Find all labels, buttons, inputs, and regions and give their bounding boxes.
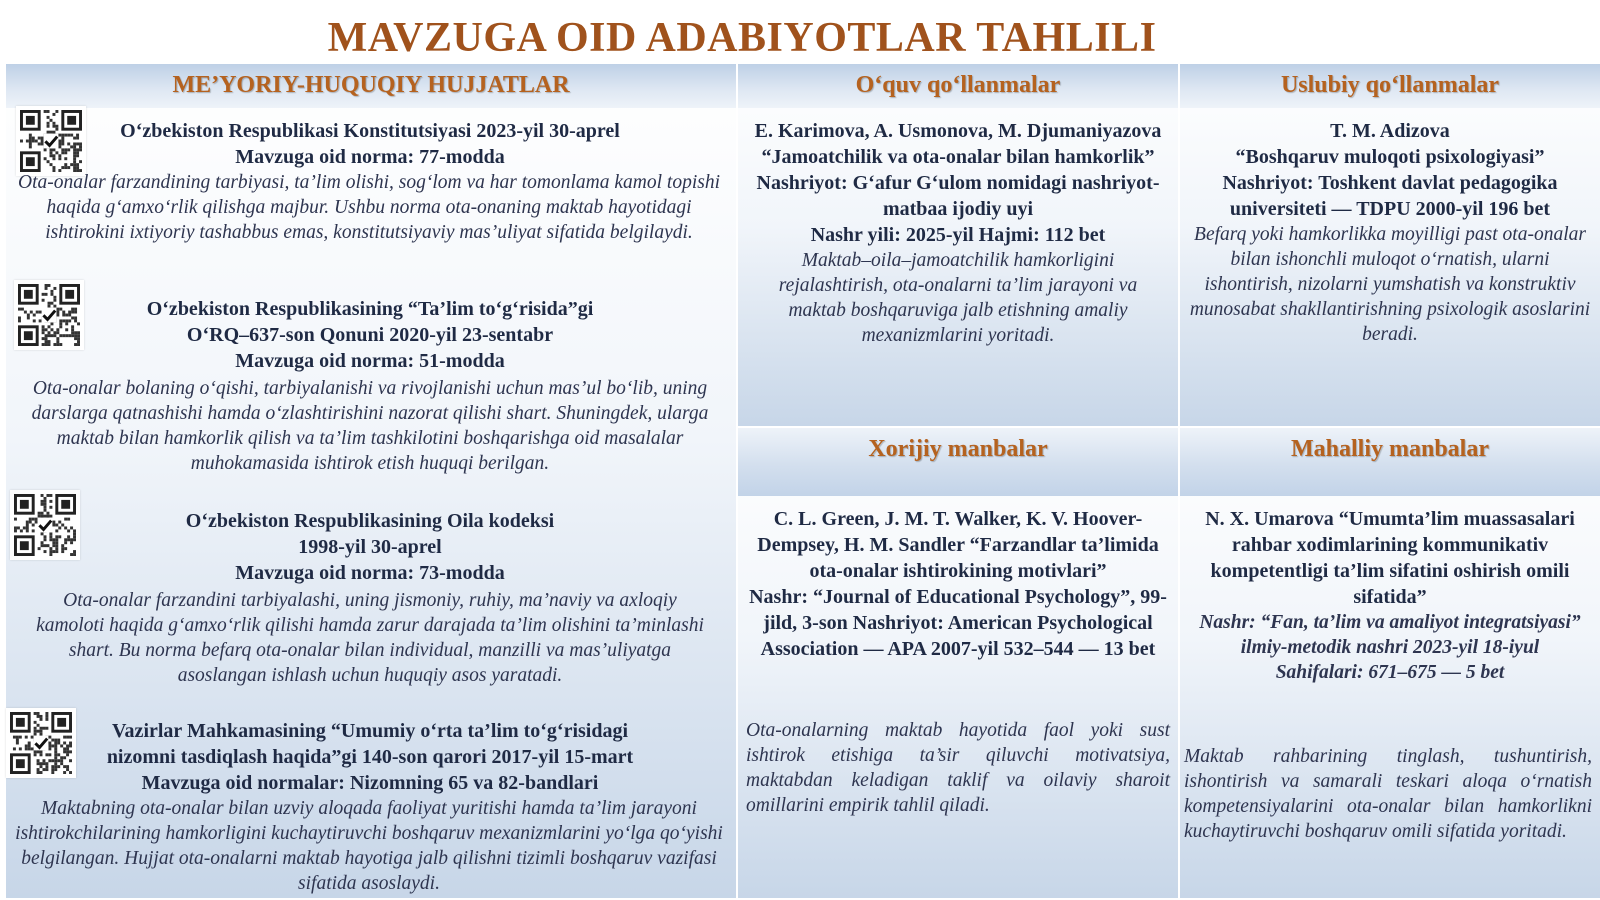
foreign-sources-header-label: Xorijiy manbalar — [868, 436, 1048, 462]
foreign-sources-header — [738, 428, 1178, 496]
legal-document-3 — [100, 508, 640, 586]
method-guide-entry — [1186, 118, 1594, 347]
entry-publication: Nashr: “Journal of Educational Psychology”, 99-jild, 3-son Nashriyot: American Psychological Association — APA 2007-yil 532–544 — 13 bet — [749, 586, 1167, 660]
legal-document-4-description: Maktabning ota-onalar bilan uzviy aloqada faoliyat yuritishi hamda ta’lim jarayoni ishtirokchilarining hamkorligini kuchaytiruvchi boshqaruv mexanizmlarini yo‘lga qo‘yishi belgilangan. Hujjat ota-onalarni maktab hayotiga jalb qilishni tizimli boshqaruv vazifasi sifatida asoslaydi. — [15, 798, 723, 894]
entry-publication: Nashr: “Fan, ta’lim va amaliyot integratsiyasi” ilmiy-metodik nashri 2023-yil 18-iyul — [1199, 612, 1581, 658]
foreign-sources-panel — [738, 428, 1178, 898]
legal-document-3-description: Ota-onalar farzandini tarbiyalashi, uning jismoniy, ruhiy, ma’naviy va axloqiy kamoloti haqida g‘amxo‘rlik qilishi hamda zarur darajada ta’lim olishini ta’minlashi shart. Bu norma befarq ota-onalar bilan individual, manzilli va mas’uliyatga asoslangan ishlash uchun huquqiy asos yaratadi. — [36, 590, 704, 686]
entry-publisher: Nashriyot: G‘afur G‘ulom nomidagi nashriyot-matbaa ijodiy uyi — [756, 172, 1160, 220]
method-guides-header — [1180, 64, 1600, 108]
legal-document-2 — [100, 296, 640, 374]
local-source-description: Maktab rahbarining tinglash, tushuntirish, ishontirish va samarali teskari aloqa o‘rnatish kompetensiyalarini ota-onalar bilan hamkorlikni kuchaytiruvchi boshqaruv omili sifatida yoritadi. — [1184, 746, 1592, 842]
foreign-source-description: Ota-onalarning maktab hayotida faol yoki sust ishtirok etishiga ta’sir qiluvchi motivatsiya, maktabdan keladigan taklif va oilaviy sharoit omillarini empirik tahlil qiladi. — [746, 720, 1170, 816]
document-norm-line: Mavzuga oid norma: 51-modda — [235, 350, 505, 372]
document-norm-line: Mavzuga oid norma: 77-modda — [235, 146, 505, 168]
document-title-line: O‘RQ–637-son Qonuni 2020-yil 23-sentabr — [186, 324, 554, 346]
study-guides-header-label: O‘quv qo‘llanmalar — [855, 72, 1061, 98]
entry-authors-title: C. L. Green, J. M. T. Walker, K. V. Hoover-Dempsey, H. M. Sandler “Farzandlar ta’limida ota-onalar ishtirokining motivlari” — [757, 508, 1159, 582]
document-norm-line: Mavzuga oid normalar: Nizomning 65 va 82-bandlari — [141, 772, 599, 794]
entry-authors: E. Karimova, A. Usmonova, M. Djumaniyazova — [754, 120, 1162, 142]
legal-documents-header — [6, 64, 736, 108]
qr-code-icon[interactable] — [16, 106, 86, 176]
entry-title: “Jamoatchilik va ota-onalar bilan hamkorlik” — [761, 146, 1155, 168]
legal-document-4 — [70, 718, 670, 796]
entry-publisher: Nashriyot: Toshkent davlat pedagogika universiteti — TDPU 2000-yil 196 bet — [1222, 172, 1558, 220]
foreign-source-entry — [746, 506, 1170, 662]
page-title: MAVZUGA OID ADABIYOTLAR TAHLILI — [327, 15, 1157, 61]
legal-document-1-description: Ota-onalar farzandining tarbiyasi, ta’lim olishi, sog‘lom va har tomonlama kamol topishi haqida g‘amxo‘rlik qilishga majbur. Ushbu norma ota-onaning maktab hayotidagi ishtirokini ixtiyoriy tashabbus emas, konstitutsiyaviy mas’uliyat sifatida belgilaydi. — [17, 172, 720, 243]
entry-year-volume: Nashr yili: 2025-yil Hajmi: 112 bet — [810, 224, 1106, 246]
qr-code-icon[interactable] — [14, 280, 84, 350]
entry-authors: T. M. Adizova — [1330, 120, 1450, 142]
local-sources-header — [1180, 428, 1600, 496]
document-title-line: nizomni tasdiqlash haqida”gi 140-son qarori 2017-yil 15-mart — [106, 746, 634, 768]
entry-description: Maktab–oila–jamoatchilik hamkorligini rejalashtirish, ota-onalarni ta’lim jarayoni va maktab boshqaruviga jalb etishning amaliy mexanizmlarini yoritadi. — [778, 250, 1138, 346]
document-title-line: 1998-yil 30-aprel — [298, 536, 442, 558]
legal-document-2-description: Ota-onalar bolaning o‘qishi, tarbiyalanishi va rivojlanishi uchun mas’ul bo‘lib, uning darslarga qatnashishi hamda o‘zlashtirishini nazorat qilishi shart. Shuningdek, ularga maktab bilan hamkorlik qilish va ta’lim tashkilotini boshqarishga oid masalalar muhokamasida ishtirok etish huquqi berilgan. — [31, 378, 709, 474]
study-guides-header — [738, 64, 1178, 108]
entry-title: “Boshqaruv muloqoti psixologiyasi” — [1235, 146, 1545, 168]
local-sources-header-label: Mahalliy manbalar — [1290, 436, 1489, 462]
entry-description: Befarq yoki hamkorlikka moyilligi past ota-onalar bilan ishonchli muloqot o‘rnatish, ularni ishontirish, nizolarni yumshatish va konstruktiv munosabat shakllantirishning psixologik asoslarini beradi. — [1189, 224, 1591, 345]
document-norm-line: Mavzuga oid norma: 73-modda — [235, 562, 505, 584]
legal-documents-header-label: ME’YORIY-HUQUQIY HUJJATLAR — [172, 72, 570, 98]
qr-code-icon[interactable] — [6, 708, 76, 778]
legal-document-1 — [100, 118, 640, 170]
entry-authors-title: N. X. Umarova “Umumta’lim muassasalari rahbar xodimlarining kommunikativ kompetentligi ta’lim sifatini oshirish omili sifatida” — [1205, 508, 1575, 608]
document-title-line: Vazirlar Mahkamasining “Umumiy o‘rta ta’lim to‘g‘risidagi — [111, 720, 629, 742]
study-guide-entry — [748, 118, 1168, 348]
document-title-line: O‘zbekiston Respublikasining Oila kodeksi — [185, 510, 555, 532]
entry-pages: Sahifalari: 671–675 — 5 bet — [1275, 662, 1505, 683]
method-guides-header-label: Uslubiy qo‘llanmalar — [1280, 72, 1500, 98]
document-title-line: O‘zbekiston Respublikasi Konstitutsiyasi 2023-yil 30-aprel — [120, 120, 620, 142]
local-source-entry — [1186, 506, 1594, 685]
qr-code-icon[interactable] — [10, 490, 80, 560]
document-title-line: O‘zbekiston Respublikasining “Ta’lim to‘g‘risida”gi — [146, 298, 594, 320]
